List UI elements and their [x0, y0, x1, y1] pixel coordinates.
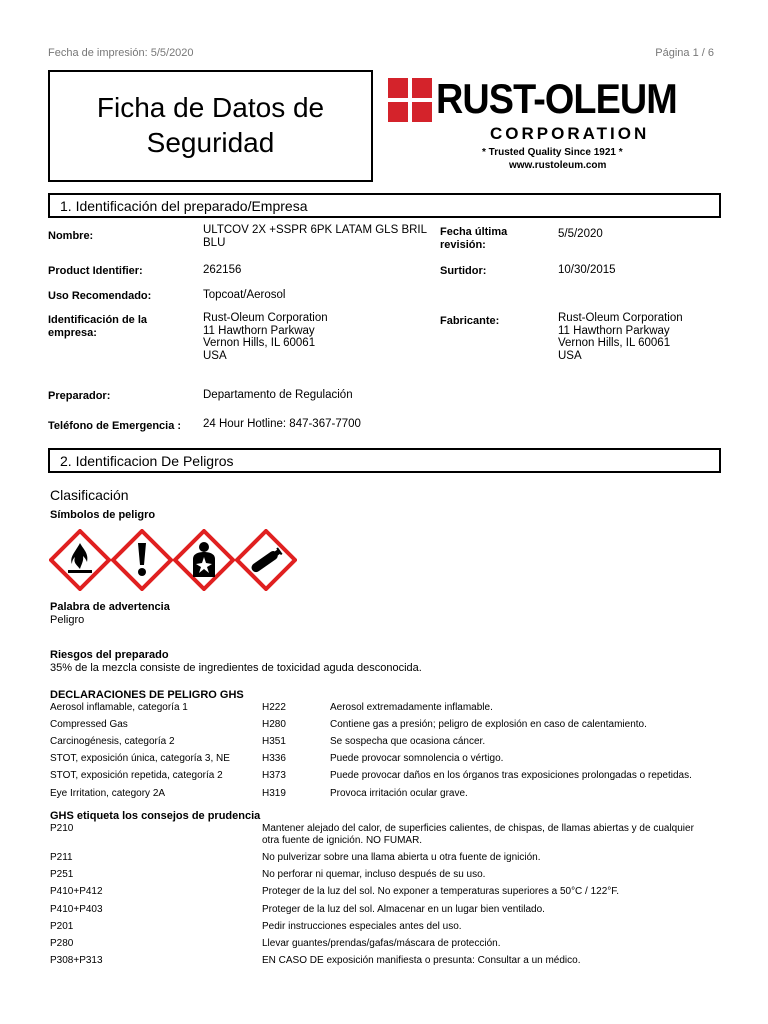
product-identifier-label: Product Identifier:: [48, 265, 143, 277]
precaution-code: P251: [50, 869, 74, 880]
health-hazard-icon: [173, 529, 235, 591]
hazard-class: Carcinogénesis, categoría 2: [50, 736, 175, 747]
precaution-text: No pulverizar sobre una llama abierta u otra fuente de ignición.: [262, 852, 541, 863]
hazard-code: H351: [262, 736, 286, 747]
precaution-code: P211: [50, 852, 73, 863]
empresa-label: Identificación de la empresa:: [48, 314, 148, 339]
precaution-text: Mantener alejado del calor, de superficies calientes, de chispas, de llamas abiertas y de cualquier otra fuente de ignición. NO FUMAR.: [262, 823, 694, 846]
surtidor-value: 10/30/2015: [558, 264, 616, 276]
logo-corporation-text: CORPORATION: [490, 124, 650, 143]
exclamation-icon: [111, 529, 173, 591]
print-date: Fecha de impresión: 5/5/2020: [48, 47, 194, 59]
surtidor-label: Surtidor:: [440, 265, 487, 277]
hazard-class: STOT, exposición repetida, categoría 2: [50, 770, 223, 781]
gas-cylinder-icon: [235, 529, 297, 591]
precaution-code: P210: [50, 823, 74, 834]
document-title: Ficha de Datos de Seguridad: [96, 92, 325, 158]
hazard-code: H280: [262, 719, 286, 730]
precaution-code: P201: [50, 921, 74, 932]
hazard-code: H373: [262, 770, 286, 781]
hazard-code: H319: [262, 788, 286, 799]
palabra-advertencia-label: Palabra de advertencia: [50, 601, 170, 613]
fabricante-label: Fabricante:: [440, 315, 500, 327]
precaution-text: No perforar ni quemar, incluso después de su uso.: [262, 869, 486, 880]
riesgos-label: Riesgos del preparado: [50, 649, 169, 661]
hazard-text: Se sospecha que ocasiona cáncer.: [330, 736, 486, 747]
logo-brand-text: RUST-OLEUM: [436, 75, 677, 122]
hazard-text: Puede provocar somnolencia o vértigo.: [330, 753, 504, 764]
hazard-code: H222: [262, 702, 286, 713]
logo-square-icon: [388, 78, 432, 122]
logo-url: www.rustoleum.com: [509, 160, 607, 171]
rust-oleum-logo: [386, 74, 720, 178]
preparador-value: Departamento de Regulación: [203, 389, 353, 401]
hazard-class: Compressed Gas: [50, 719, 128, 730]
hazard-class: STOT, exposición única, categoría 3, NE: [50, 753, 230, 764]
precaution-text: EN CASO DE exposición manifiesta o presunta: Consultar a un médico.: [262, 955, 581, 966]
hazard-text: Puede provocar daños en los órganos tras exposiciones prolongadas o repetidas.: [330, 770, 692, 781]
title-box: [48, 70, 373, 182]
nombre-label: Nombre:: [48, 230, 94, 242]
precaution-text: Proteger de la luz del sol. No exponer a temperaturas superiores a 50°C / 122°F.: [262, 886, 620, 897]
precaution-code: P410+P412: [50, 886, 103, 897]
precaution-code: P308+P313: [50, 955, 103, 966]
telefono-value: 24 Hour Hotline: 847-367-7700: [203, 418, 361, 430]
section2-title: 2. Identificacion De Peligros: [60, 453, 234, 469]
hazard-class: Eye Irritation, category 2A: [50, 788, 166, 799]
clasificacion-heading: Clasificación: [50, 487, 129, 503]
nombre-value: ULTCOV 2X +SSPR 6PK LATAM GLS BRIL BLU: [203, 224, 428, 249]
consejos-label: GHS etiqueta los consejos de prudencia: [50, 810, 261, 822]
product-identifier-value: 262156: [203, 264, 242, 276]
logo-tagline: * Trusted Quality Since 1921 *: [482, 147, 623, 158]
empresa-value: Rust-Oleum Corporation 11 Hawthorn Parkway Vernon Hills, IL 60061 USA: [203, 312, 328, 362]
precaution-code: P410+P403: [50, 904, 103, 915]
section1-header: [48, 193, 721, 218]
fecha-revision-value: 5/5/2020: [558, 228, 603, 240]
hazard-text: Aerosol extremadamente inflamable.: [330, 702, 493, 713]
page-number: Página 1 / 6: [655, 47, 714, 59]
hazard-class: Aerosol inflamable, categoría 1: [50, 702, 188, 713]
riesgos-value: 35% de la mezcla consiste de ingredientes de toxicidad aguda desconocida.: [50, 662, 422, 674]
telefono-label: Teléfono de Emergencia :: [48, 420, 182, 432]
fecha-revision-label: Fecha última revisión:: [440, 226, 508, 251]
uso-label: Uso Recomendado:: [48, 290, 152, 302]
preparador-label: Preparador:: [48, 390, 111, 402]
uso-value: Topcoat/Aerosol: [203, 289, 286, 301]
fabricante-value: Rust-Oleum Corporation 11 Hawthorn Parkway Vernon Hills, IL 60061 USA: [558, 312, 683, 362]
precaution-code: P280: [50, 938, 74, 949]
hazard-code: H336: [262, 753, 286, 764]
palabra-advertencia-value: Peligro: [50, 614, 85, 626]
precaution-text: Pedir instrucciones especiales antes del uso.: [262, 921, 462, 932]
simbolos-label: Símbolos de peligro: [50, 509, 156, 521]
section1-title: 1. Identificación del preparado/Empresa: [60, 198, 308, 214]
hazard-text: Provoca irritación ocular grave.: [330, 788, 468, 799]
precaution-text: Proteger de la luz del sol. Almacenar en un lugar bien ventilado.: [262, 904, 545, 915]
declaraciones-label: DECLARACIONES DE PELIGRO GHS: [50, 689, 244, 701]
precaution-text: Llevar guantes/prendas/gafas/máscara de protección.: [262, 938, 501, 949]
flame-icon: [49, 529, 111, 591]
section2-header: [48, 448, 721, 473]
hazard-text: Contiene gas a presión; peligro de explosión en caso de calentamiento.: [330, 719, 647, 730]
